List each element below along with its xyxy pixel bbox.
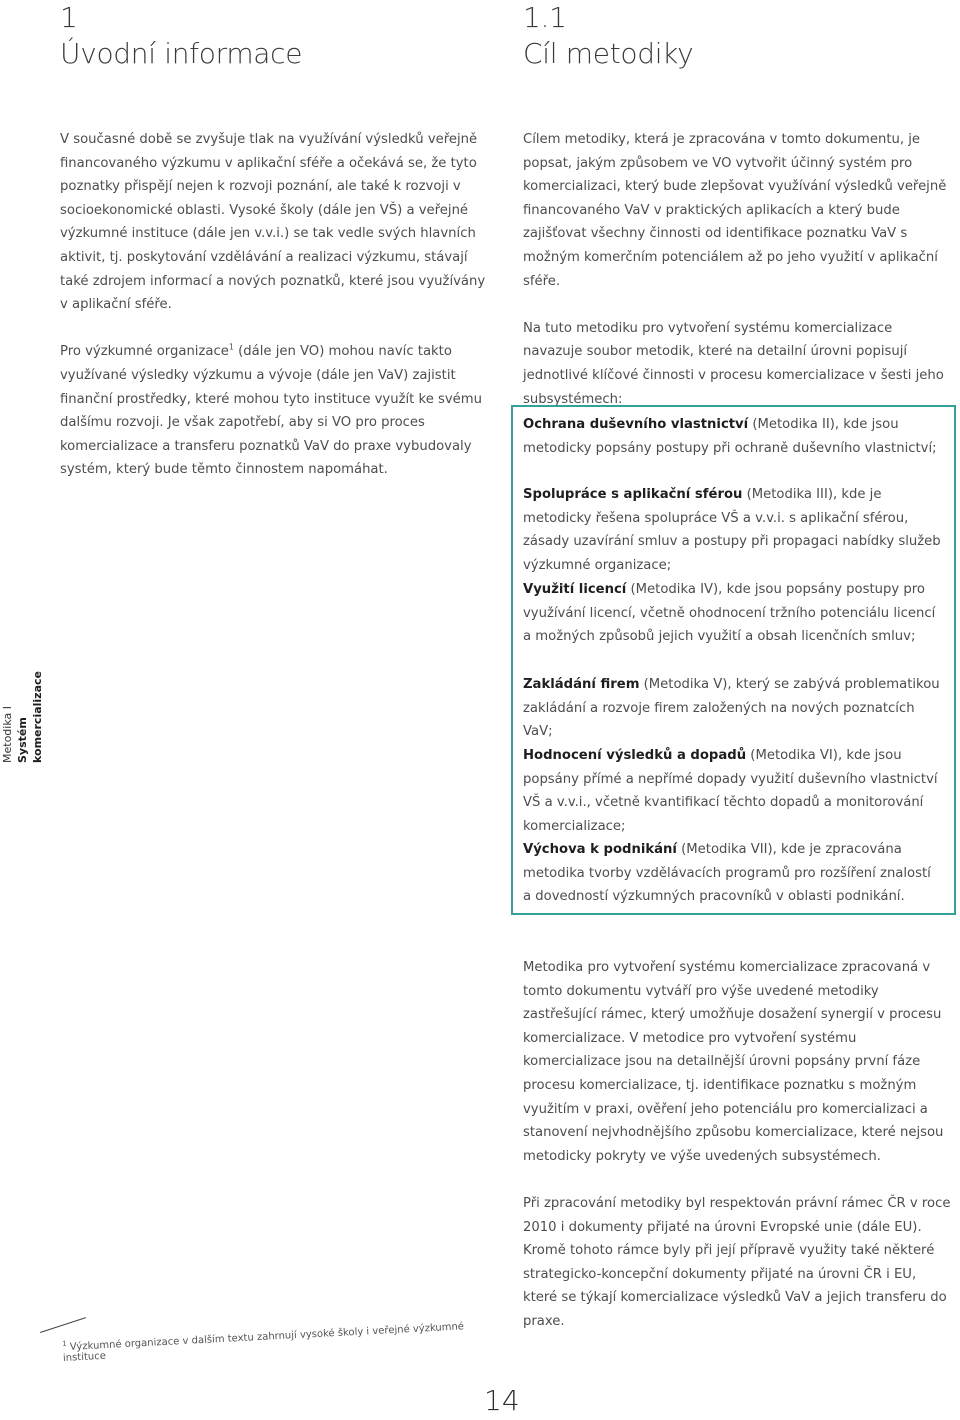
right-column-lower: [523, 956, 953, 1334]
footnote: [62, 1317, 503, 1364]
side-label: [0, 640, 44, 763]
subsystem-name: Spolupráce s aplikační sférou: [523, 487, 743, 502]
left-column: [60, 128, 490, 482]
section-number: 1: [60, 1, 78, 34]
subsection-number: 1.1: [523, 1, 567, 34]
footnote-text: Výzkumné organizace v dalším textu zahrnují vysoké školy i veřejné výzkumné instituce: [62, 1321, 465, 1365]
intro-paragraph-2: Pro výzkumné organizace$^1$ (dále jen VO) mohou navíc takto využívané výsledky výzkumu a vývoje (dále jen VaV) zajistit finanční prostředky, které mohou tyto instituce využít ke svému dalšímu rozvoji. Je však zapotřebí, aby si VO pro proces komercializace a transferu poznatků VaV do praxe vybudovaly systém, který bude těmto činnostem napomáhat.: [60, 342, 482, 478]
subsystem-name: Využití licencí: [523, 582, 627, 597]
subsystem-item: Hodnocení výsledků a dopadů (Metodika VI), kde jsou popsány přímé a nepřímé dopady využití duševního vlastnictví VŠ a v.v.i., včetně kvantifikací těchto dopadů a monitorování komercializace;: [523, 748, 938, 834]
page-number: 14: [484, 1384, 520, 1417]
subsystem-item: Výchova k podnikání (Metodika VII), kde je zpracována metodika tvorby vzdělávacích programů pro rozšíření znalostí a dovedností výzkumných pracovníků v oblasti podnikání.: [523, 842, 931, 905]
subsystem-item: Využití licencí (Metodika IV), kde jsou popsány postupy pro využívání licencí, včetně ohodnocení tržního potenciálu licencí a možných způsobů jejich využití a obsah licenčních smluv;: [523, 582, 936, 645]
side-label-line-2: Systém komercializace: [16, 671, 44, 763]
side-label-line-1: Metodika I: [1, 706, 14, 763]
subsystem-item: Zakládání firem (Metodika V), který se zabývá problematikou zakládání a rozvoje firem založených na nových poznatcích VaV;: [523, 677, 940, 740]
subsystem-name: Hodnocení výsledků a dopadů: [523, 748, 747, 763]
goal-paragraph-2: Na tuto metodiku pro vytvoření systému komercializace navazuje soubor metodik, které na detailní úrovni popisují jednotlivé klíčové činnosti v procesu komercializace v šesti jeho subsystémech:: [523, 320, 944, 407]
footnote-divider: [40, 1317, 86, 1333]
subsystem-name: Ochrana duševního vlastnictví: [523, 417, 749, 432]
intro-paragraph-1: V současné době se zvyšuje tlak na využívání výsledků veřejně financovaného výzkumu v aplikační sféře a očekává se, že tyto poznatky přispějí nejen k rozvoji poznání, ale také k rozvoji v socioekonomické oblasti. Vysoké školy (dále jen VŠ) a veřejné výzkumné instituce (dále jen v.v.i.) se tak vedle svých hlavních aktivit, tj. poskytování vzdělávání a realizaci výzkumu, stávají také zdrojem informací a nových poznatků, které jsou využívány v aplikační sféře.: [60, 132, 486, 313]
subsystem-item: Ochrana duševního vlastnictví (Metodika II), kde jsou metodicky popsány postupy při ochraně duševního vlastnictví;: [523, 417, 937, 456]
subsystem-name: Výchova k podnikání: [523, 842, 677, 857]
section-heading-right: [523, 0, 693, 72]
goal-paragraph-1: Cílem metodiky, která je zpracována v tomto dokumentu, je popsat, jakým způsobem ve VO vytvořit účinný systém pro komercializaci, který bude zlepšovat využívání výsledků veřejně financovaného VaV v praktických aplikacích a který bude zajišťovat všechny činnosti od identifikace poznatku VaV s možným komerčním potenciálem až po jeho využití v aplikační sféře.: [523, 132, 947, 289]
legal-paragraph: Při zpracování metodiky byl respektován právní rámec ČR v roce 2010 i dokumenty přijaté na úrovni Evropské unie (dále EU). Kromě tohoto rámce byly při její přípravě využity také některé strategicko-koncepční dokumenty přijaté na úrovni ČR i EU, které se týkají komercializace výsledků VaV a jejich transferu do praxe.: [523, 1195, 951, 1329]
subsystem-item: Spolupráce s aplikační sférou (Metodika III), kde je metodicky řešena spolupráce VŠ a v.v.i. s aplikační sférou, zásady uzavírání smluv a postupy při propagaci nabídky služeb výzkumné organizace;: [523, 487, 941, 573]
section-title: Úvodní informace: [60, 37, 303, 70]
section-heading-left: [60, 0, 302, 72]
footnote-marker: 1: [62, 1339, 67, 1348]
framework-paragraph: Metodika pro vytvoření systému komercializace zpracovaná v tomto dokumentu vytváří pro výše uvedené metodiky zastřešující rámec, který umožňuje dosažení synergií v procesu komercializace. V metodice pro vytvoření systému komercializace jsou na detailnější úrovni popsány první fáze procesu komercializace, tj. identifikace poznatku s možným využitím v praxi, ověření jeho potenciálu pro komercializaci a stanovení nejvhodnějšího způsobu komercializace, které nejsou metodicky pokryty ve výše uvedených subsystémech.: [523, 960, 944, 1164]
subsystem-name: Zakládání firem: [523, 677, 640, 692]
footnote-ref[interactable]: 1: [228, 342, 234, 352]
subsection-title: Cíl metodiky: [523, 37, 694, 70]
right-column: [523, 128, 953, 411]
